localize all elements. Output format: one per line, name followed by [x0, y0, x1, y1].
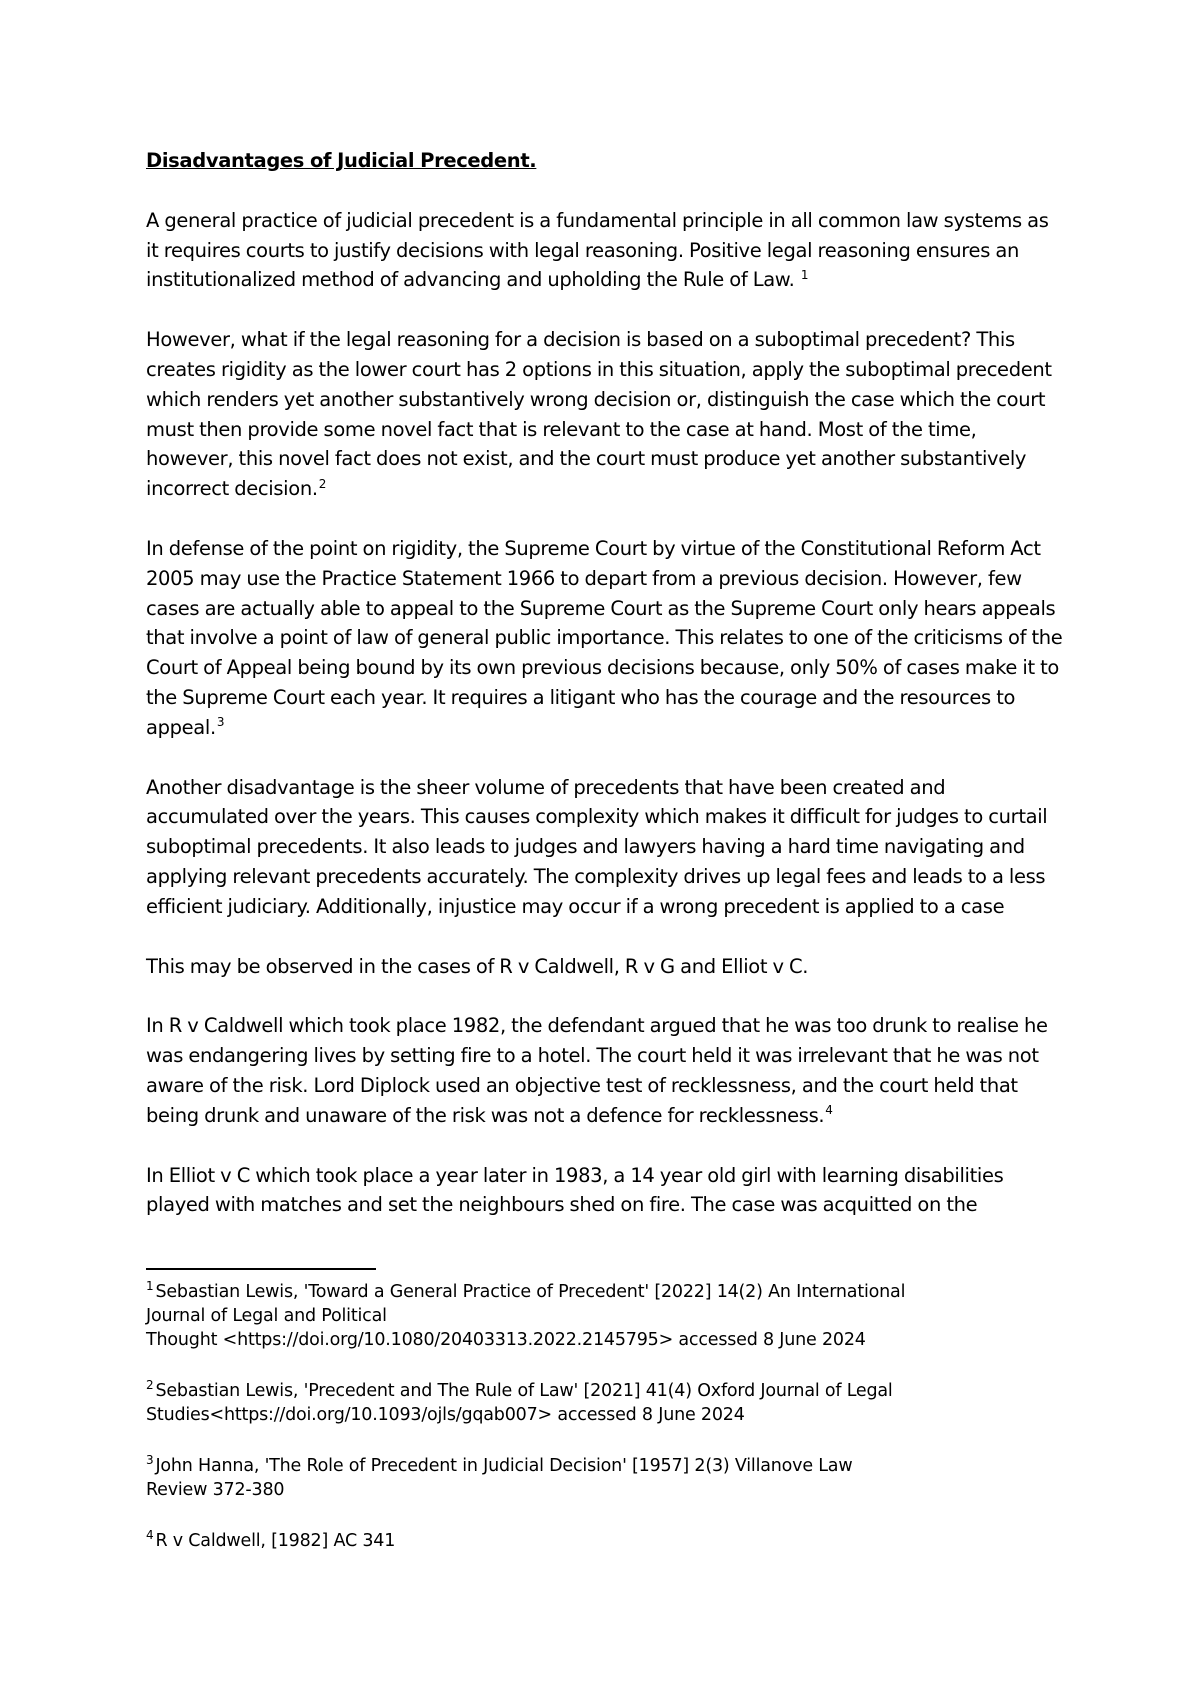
- paragraph-intro: [146, 206, 1066, 295]
- footnote-separator: [146, 1268, 376, 1270]
- paragraph-text: However, what if the legal reasoning for a decision is based on a suboptimal precedent? This creates rigidity as the lower court has 2 options in this situation, apply the suboptimal precedent which renders yet another substantively wrong decision or, distinguish the case which the court must then provide some novel fact that is relevant to the case at hand. Most of the time, however, this novel fact does not exist, and the court must produce yet another substantively incorrect decision.: [146, 328, 1052, 501]
- paragraph-text: In Elliot v C which took place a year later in 1983, a 14 year old girl with learning disabilities played with matches and set the neighbours shed on fire. The case was acquitted on the: [146, 1163, 1004, 1217]
- document-title: Disadvantages of Judicial Precedent.: [146, 149, 537, 172]
- footnote-mark: 4: [146, 1528, 154, 1543]
- paragraph-text: A general practice of judicial precedent is a fundamental principle in all common law systems as it requires courts to justify decisions with legal reasoning. Positive legal reasoning ensures an institutionalized method of advancing and upholding the Rule of Law.: [146, 208, 1049, 292]
- footnote-line: Sebastian Lewis, 'Precedent and The Rule of Law' [2021] 41(4) Oxford Journal of Legal: [155, 1381, 893, 1401]
- footnote-mark: 1: [146, 1279, 154, 1294]
- footnote-2: [146, 1379, 1086, 1427]
- paragraph-text: Another disadvantage is the sheer volume of precedents that have been created and accumulated over the years. This causes complexity which makes it difficult for judges to curtail suboptimal precedents. It also leads to judges and lawyers having a hard time navigating and applying relevant precedents accurately. The complexity drives up legal fees and leads to a less efficient judiciary. Additionally, injustice may occur if a wrong precedent is applied to a case: [146, 775, 1048, 918]
- footnote-3: [146, 1454, 1086, 1502]
- paragraph-text: In R v Caldwell which took place 1982, the defendant argued that he was too drunk to realise he was endangering lives by setting fire to a hotel. The court held it was irrelevant that he was not aware of the risk. Lord Diplock used an objective test of recklessness, and the court held that being drunk and unaware of the risk was not a defence for recklessness.: [146, 1014, 1048, 1127]
- paragraph-text: This may be observed in the cases of R v Caldwell, R v G and Elliot v C.: [146, 954, 809, 978]
- footnote-line: Thought <https://doi.org/10.1080/20403313.2022.2145795> accessed 8 June 2024: [146, 1330, 866, 1350]
- footnote-4: [146, 1529, 1086, 1553]
- paragraph-supreme-court: [146, 534, 1066, 743]
- footnote-ref-4[interactable]: 4: [825, 1103, 833, 1118]
- footnote-1: [146, 1280, 1086, 1352]
- paragraph-volume: [146, 773, 1066, 922]
- paragraph-caldwell: [146, 1011, 1066, 1130]
- footnote-mark: 2: [146, 1378, 154, 1393]
- footnote-line: John Hanna, 'The Role of Precedent in Judicial Decision' [1957] 2(3) Villanove Law: [155, 1456, 853, 1476]
- paragraph-text: In defense of the point on rigidity, the Supreme Court by virtue of the Constitutional Reform Act 2005 may use the Practice Statement 1966 to depart from a previous decision. However, few cases are actually able to appeal to the Supreme Court as the Supreme Court only hears appeals that involve a point of law of general public importance. This relates to one of the criticisms of the Court of Appeal being bound by its own previous decisions because, only 50% of cases make it to the Supreme Court each year. It requires a litigant who has the courage and the resources to appeal.: [146, 536, 1063, 739]
- footnotes: [146, 1280, 1086, 1580]
- footnote-line: Sebastian Lewis, 'Toward a General Practice of Precedent' [2022] 14(2) An International: [155, 1282, 906, 1302]
- paragraph-cases-intro: [146, 952, 1066, 982]
- footnote-line: Studies<https://doi.org/10.1093/ojls/gqab007> accessed 8 June 2024: [146, 1405, 745, 1425]
- paragraph-rigidity: [146, 325, 1066, 504]
- document-body: [146, 146, 1066, 1250]
- footnote-ref-1[interactable]: 1: [800, 267, 809, 282]
- footnote-mark: 3: [146, 1453, 154, 1468]
- paragraph-elliot: [146, 1161, 1066, 1221]
- footnote-line: Journal of Legal and Political: [146, 1306, 387, 1326]
- footnote-ref-2[interactable]: 2: [318, 476, 326, 491]
- footnote-line: R v Caldwell, [1982] AC 341: [155, 1531, 396, 1551]
- footnote-line: Review 372-380: [146, 1480, 285, 1500]
- footnote-ref-3[interactable]: 3: [216, 715, 225, 730]
